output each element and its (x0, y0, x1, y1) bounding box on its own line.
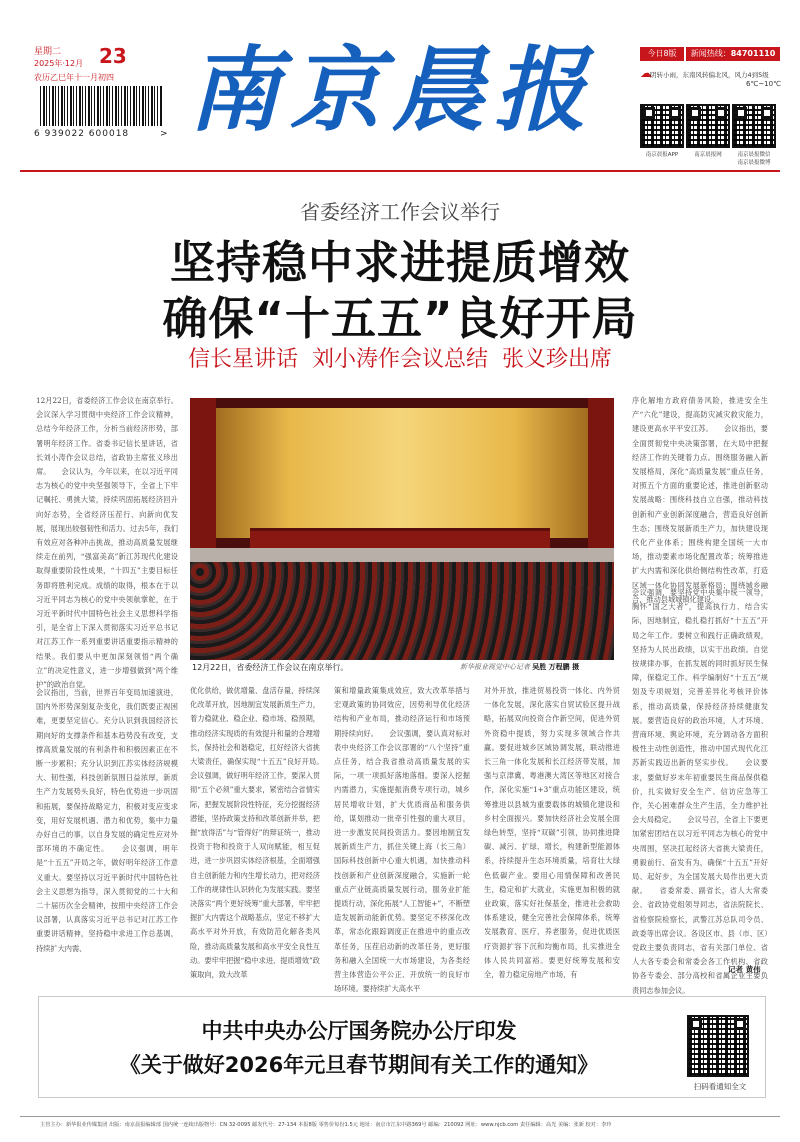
qr-label-app: 南京晨报APP (645, 152, 679, 158)
qr-app[interactable] (640, 104, 684, 148)
qr-web[interactable] (686, 104, 730, 148)
qr-label-weibo: 南京晨报微博 (737, 160, 771, 166)
headline-line-2: 确保“十五五”良好开局 (162, 292, 638, 345)
article-col-1-top: 12月22日，省委经济工作会议在南京举行。会议深入学习贯彻中央经济工作会议精神，总结今年经济工作，分析当前经济形势，部署明年经济工作。省委书记信长星讲话，省长刘小涛作会议总结，省政协主席张义珍出席。 会议认为，今年以来，在以习近平同志为核心的党中央坚强领导下，全省上下牢记嘱托、勇挑大梁，持续巩固拓展经济回升向好态势，全省经济压茬行、向新向优发展，展现出较强韧性和活力。过去5年，我们有效应对各种冲击挑战，推动高质量发展继续走在前列，“强富美高”新江苏现代化建设取得重要阶段性成果，“十四五”主要目标任务即将胜利完成。成绩的取得，根本在于以习近平同志为核心的党中央领航掌舵，在于习近平新时代中国特色社会主义思想科学指引，是全省上下深入贯彻落实习近平总书记对江苏工作一系列重要讲话重要指示精神的结果。我们要从中更加深刻领悟“两个确立”的决定性意义，进一步增强做到“两个维护”的政治自觉。 (36, 396, 178, 690)
photo-caption (192, 662, 612, 673)
masthead-divider (20, 170, 780, 172)
barcode (40, 86, 162, 126)
qr-label-web: 南京晨报网 (694, 152, 722, 158)
photo-caption-text: 12月22日，省委经济工作会议在南京举行。 (192, 663, 349, 672)
newspaper-title: 南京晨报 (188, 36, 597, 144)
notice-qr-code[interactable] (687, 1015, 749, 1077)
lunar-date: 农历乙巳年十一月初四 (34, 73, 114, 82)
notice-line-2: 《关于做好2026年元旦春节期间有关工作的通知》 (119, 1053, 599, 1077)
masthead (0, 0, 800, 170)
temperature: 6℃~10℃ (746, 80, 781, 88)
qr-label-wechat: 南京晨报微信 (737, 152, 771, 158)
page-count: 今日8版 (640, 47, 684, 61)
notice-line-1: 中共中央办公厅国务院办公厅印发 (201, 1019, 517, 1043)
notice-qr-label: 扫码看通知全文 (693, 1082, 747, 1091)
photo-credit (460, 662, 579, 672)
stage-curtain-right (588, 398, 614, 548)
footer-info: 主管主办：新华报业传媒集团 出版：南京晨报编辑部 国内统一连续出版物号：CN 32-0095 邮发代号：27-134 本报8版 零售价每份1.5元 地址：南京市江东中路369号 邮编：210092 网址：www.njcb.com 责任编辑：高光 美编：张新 校对：李玲 (40, 1122, 612, 1128)
article-col-5-bottom: 会议强调，要坚持党中央集中统一领导，胸怀“国之大者”，提高执行力、结合实际，因地制宜，稳扎稳打抓好“十五五”开局之年工作。要树立和践行正确政绩观，坚持为人民出政绩，以实干出政绩。自觉按规律办事，在抓发展的同时抓好民生保障，保稳定工作。科学编制好“十五五”规划及专项规划，完善差异化考核评价体系，推动高质量，保持经济持续健康发展。要营造良好的政治环境，人才环境、营商环境、舆论环境，充分调动各方面积极性主动性创造性，推动中国式现代化江苏新实践迈出新的坚实步伐。 会议要求，要做好岁末年初重要民生商品保供稳价，扎实做好安全生产、信访应急等工作，关心困难群众生产生活，全力维护社会大局稳定。 会议号召，全省上下要更加紧密团结在以习近平同志为核心的党中央周围，坚决扛起经济大省挑大梁责任，勇毅前行、奋发有为，确保“十五五”开好局、起好步，为全国发展大局作出更大贡献。 省委常委、副省长，省人大常委会、省政协党组领导同志，省法院院长、省检察院检察长，武警江苏总队司令员、政委等出席会议。各设区市、县（市、区）党政主要负责同志，省有关部门单位、省人大各专委会和常委会各工作机构、省政协各专委会、部分高校和省属企业主要负责同志参加会议。 (632, 588, 768, 995)
hotline-number: 84701110 (730, 49, 776, 58)
qr-wechat[interactable] (732, 104, 776, 148)
year-month: 2025年·12月 (34, 59, 84, 68)
stage-front (190, 548, 614, 562)
weather-text: 阴转小雨，东南风转偏北风，风力4到5级 (650, 71, 769, 79)
headline-kicker: 省委经济工作会议举行 (300, 200, 500, 224)
hotline-label: 新闻热线： (690, 49, 731, 58)
audience (190, 562, 614, 660)
hotline-box (686, 47, 780, 61)
article-col-4: 对外开放，推进贸易投资一体化、内外贸一体化发展，深化落实自贸试验区提升战略，拓展双向投资合作新空间，促进外贸外资稳中提质，努力实现多领域合作共赢。要促进城乡区域协调发展，联动推进长三角一体化发展和长江经济带发展，加强与京津冀、粤港澳大湾区等地区对接合作，深化实施“1+3”重点功能区建设，统筹推进以县城为重要载体的城镇化建设和乡村全面振兴。要加快经济社会发展全面绿色转型，坚持“双碳”引领，协同推进降碳、减污、扩绿、增长，构建新型能源体系，持续提升生态环境质量，培育壮大绿色低碳产业。要用心用情保障和改善民生，稳定和扩大就业，实施更加积极的就业政策，落实好社保基金，推进社会救助体系建设，健全完善社会保障体系，统筹发展教育、医疗、养老服务，促进优质医疗资源扩容下沉和均衡布局，扎实推进全体人民共同富裕。要更好统筹发展和安全，着力稳定房地产市场，有 (484, 686, 620, 980)
byline: 记者 黄伟 (728, 965, 761, 974)
article-col-2: 优化供给，做优增量、盘活存量，持续深化改革开放，因地制宜发展新质生产力，着力稳就业、稳企业、稳市场、稳预期，推动经济实现质的有效提升和量的合理增长，保持社会和谐稳定，扛好经济大省挑大梁责任，确保实现“十五五”良好开局。 会议强调，做好明年经济工作，要深入贯彻“五个必须”重大要求，紧密结合省情实际，把握发展阶段性特征，充分挖掘经济潜能，坚持政策支持和改革创新并举，把握“放得活”与“管得好”的辩证统一，推动投资于物和投资于人双向赋能，相互促进，进一步巩固实体经济根基，全面增强自主创新能力和内生增长动力，把对经济工作的规律性认识转化为发展实践。要坚决落实“两个更好统筹”重大部署，牢牢把握扩大内需这个战略基点，坚定不移扩大高水平对外开放，有效防范化解各类风险，推动高质量发展和高水平安全良性互动。要牢牢把握“稳中求进、提质增效”政策取向，致大改革 (190, 686, 335, 980)
article-col-1-bottom: 会议指出，当前，世界百年变局加速演进，国内外形势深刻复杂变化，我们既要正视困难，更要坚定信心。充分认识到我国经济长期向好的支撑条件和基本趋势没有改变，支撑高质量发展的有利条件和积极因素正在不断一步累积；充分认识到江苏实体经济规模大、韧性强，科技创新氛围日益浓厚，新质生产力发展势头良好，特色优势进一步巩固和拓展，要保持战略定力，积极对变应变求变，用好发展机遇、潜力和优势，集中力量办好自己的事，以自身发展的确定性应对外部环境的不确定性。 会议强调，明年是“十五五”开局之年，做好明年经济工作意义重大。要坚持以习近平新时代中国特色社会主义思想为指导，深入贯彻党的二十大和二十届历次全会精神，按照中央经济工作会议部署，认真落实习近平总书记对江苏工作重要讲话精神，坚持稳中求进工作总基调，持续扩大内需、 (36, 688, 178, 953)
photo-credit-prefix: 新华报业视觉中心记者 (460, 663, 530, 671)
weather-icon: ☁ (640, 66, 652, 80)
footer-divider (20, 1116, 780, 1117)
notice-box (38, 996, 766, 1098)
photo-credit-names: 吴胜 万程鹏 摄 (532, 663, 580, 671)
barcode-number: 6 939022 600018 (34, 129, 130, 139)
weekday: 星期二 (34, 47, 62, 57)
date-day: 23 (99, 44, 127, 68)
article-col-5-top: 序化解地方政府债务风险，推进安全生产“六化”建设，提高防灾减灾救灾能力，建设更高水平平安江苏。 会议指出，要全面贯彻党中央决策部署，在大局中把握经济工作的关键着力点。围绕服务融入新发展格局，深化“高质量发展”重点任务，对照五个方面的重要论述，推进创新驱动发展战略：围绕科技自立自强，推动科技创新和产业创新深度融合，营造良好创新生态；围绕发展新质生产力，加快建设现代化产业体系；围绕构建全国统一大市场，推动要素市场化配置改革；统筹推进扩大内需和深化供给侧结构性改革，打造区域一体化协同发展新格局；围绕城乡融合，推动县城城镇化建设。 (632, 396, 768, 604)
headline-subtitle: 信长星讲话 刘小涛作会议总结 张义珍出席 (188, 347, 612, 372)
barcode-suffix: > (160, 129, 168, 139)
stage-backdrop (214, 408, 590, 538)
stage-curtain-left (190, 398, 216, 548)
headline-line-1: 坚持稳中求进提质增效 (169, 236, 630, 289)
conference-photo (190, 398, 614, 660)
article-col-3: 策和增量政策集成效应，致大改革举措与宏观政策的协同效应，因势利导优化经济结构和产业布局，推动经济运行和市场预期持续向好。 会议强调，要认真对标对表中央经济工作会议部署的“八个坚持”重点任务，结合我省推动高质量发展的实际，一项一项抓好落地落细。要深入挖掘内需潜力，实施提振消费专项行动，城乡居民增收计划，扩大优质商品和服务供给，谋划推动一批牵引性强的重大项目，进一步激发民间投资活力。要因地制宜发展新质生产力，抓住关键上海（长三角）国际科技创新中心重大机遇，加快推动科技创新和产业创新深度融合，实施新一轮重点产业链高质量发展行动，服务业扩能提质行动，深化拓展“人工智能+”，不断塑造发展新动能新优势。要坚定不移深化改革，常态化跟踪调度正在推进中的重点改革任务，压茬启动新的改革任务，更好服务和融入全国统一大市场建设，为各类经营主体营造公平公正、开放统一的良好市场环境。要持续扩大高水平 (334, 686, 470, 994)
